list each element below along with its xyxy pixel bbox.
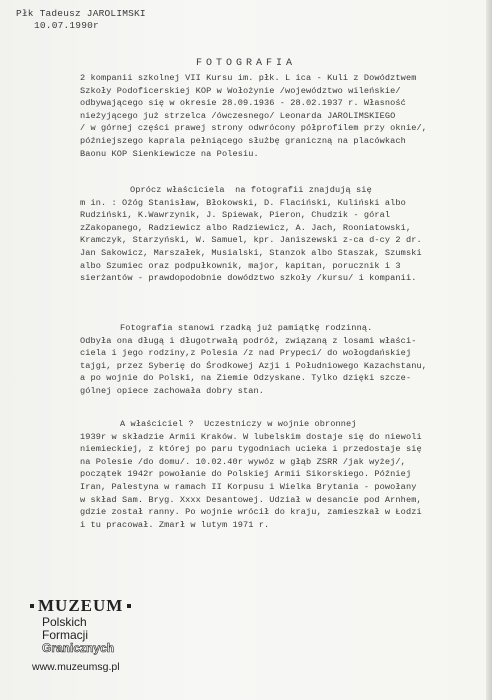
text-line: Odbyła ona długą i długotrwałą podróż, związaną z losami właści- (80, 335, 417, 346)
museum-url: www.muzeumsg.pl (32, 661, 120, 673)
text-line: sierżantów - prawdopodobnie dowództwo szkoły /kursu/ i kompanii. (80, 273, 417, 284)
text-line: 2 kompanii szkolnej VII Kursu im. płk. L ica - Kuli z Dowództwem (80, 73, 417, 83)
text-line: w skład Sam. Bryg. Xxxx Desantowej. Udział w desancie pod Arnhem, (80, 494, 422, 505)
document-title: FOTOGRAFIA (195, 58, 296, 69)
text-line: tajgi, przez Syberię do Środkowej Azji i Południowego Kazachstanu, (80, 360, 427, 371)
logo-museum-text: MUZEUM (38, 596, 124, 615)
text-line: Baonu KOP Sienkiewicze na Polesiu. (80, 148, 259, 159)
logo-museum-word (30, 596, 180, 616)
text-line: ciela i jego rodziny,z Polesia /z nad Prypeci/ do wołogdańskiej (80, 348, 412, 359)
text-line: Rudziński, K.Wawrzynik, J. Spiewak, Pieron, Chudzik - góral (80, 210, 391, 221)
document-date: 10.07.1990r (34, 20, 99, 31)
text-line: początek 1942r powołanie do Polskiej Armii Sikorskiego. Później (80, 469, 412, 480)
text-line: Iran, Palestyna w ramach II Korpusu i Wielka Brytania - powołany (80, 481, 417, 492)
paragraph (80, 322, 486, 398)
text-line: m in. : Ożóg Stanisław, Błokowski, D. Flaciński, Kuliński albo (80, 197, 406, 208)
text-line: gólnej opiece zachowała dobry stan. (80, 385, 264, 396)
text-line: gdzie został ranny. Po wojnie wrócił do kraju, zamieszkał w Łodzi (80, 507, 422, 518)
text-line: 1939r w składzie Armii Kraków. W lubelskim dostaje się do niewoli (80, 431, 422, 442)
text-line: Kramczyk, Starzyński, W. Samuel, kpr. Janiszewski z-ca d-cy 2 dr. (80, 235, 422, 246)
text-line: / w górnej części prawej strony odwrócony półprofilem przy oknie/, (80, 123, 427, 134)
text-line: odbywającego się w okresie 28.09.1936 - 28.02.1937 r. Własność (80, 98, 406, 109)
text-line: a po wojnie do Polski, na Ziemie Odzyskane. Tylko dzięki szcze- (80, 373, 412, 384)
logo-line-1: Polskich (42, 615, 87, 629)
logo-dot-icon (127, 604, 131, 608)
text-line: Fotografia stanowi rzadką już pamiątkę rodzinną. (120, 323, 373, 333)
paragraph (80, 72, 486, 160)
text-line: Jan Sakowicz, Marszałek, Musialski, Stanzok albo Staszak, Szumski (80, 247, 422, 258)
text-line: i tu pracował. Zmarł w lutym 1971 r. (80, 519, 270, 530)
logo-line-3: Granicznych (42, 641, 115, 655)
text-line: na Polesie /do domu/. 10.02.40r wywóz w głąb ZSRR /jak wyżej/, (80, 456, 406, 467)
author-name: Płk Tadeusz JAROLIMSKI (16, 8, 146, 19)
text-line: zZakopanego, Radziewicz albo Radziewicz, A. Jach, Rooniatowski, (80, 222, 412, 233)
text-line: A właściciel ? Uczestniczy w wojnie obronnej (120, 419, 357, 429)
page-edge (486, 0, 492, 700)
museum-logo (30, 596, 180, 673)
text-line: Oprócz właściciela na fotografii znajdują się (130, 185, 372, 195)
paragraph (80, 184, 486, 285)
text-line: niemieckiej, z której po paru tygodniach ucieka i przedostaje się (80, 444, 422, 455)
logo-dot-icon (30, 604, 34, 608)
logo-line-2: Formacji (42, 628, 89, 642)
text-line: Szkoły Podoficerskiej KOP w Wołożynie /województwo wileńskie/ (80, 85, 401, 96)
paragraph (80, 418, 486, 531)
text-line: albo Szumiec oraz podpułkownik, major, kapitan, porucznik i 3 (80, 260, 401, 271)
text-line: późniejszego kaprala pełniącego służbę graniczną na placówkach (80, 135, 406, 146)
document-header (16, 8, 146, 32)
text-line: nieżyjącego już strzelca /ówczesnego/ Leonarda JAROLIMSKIEGO (80, 110, 396, 121)
